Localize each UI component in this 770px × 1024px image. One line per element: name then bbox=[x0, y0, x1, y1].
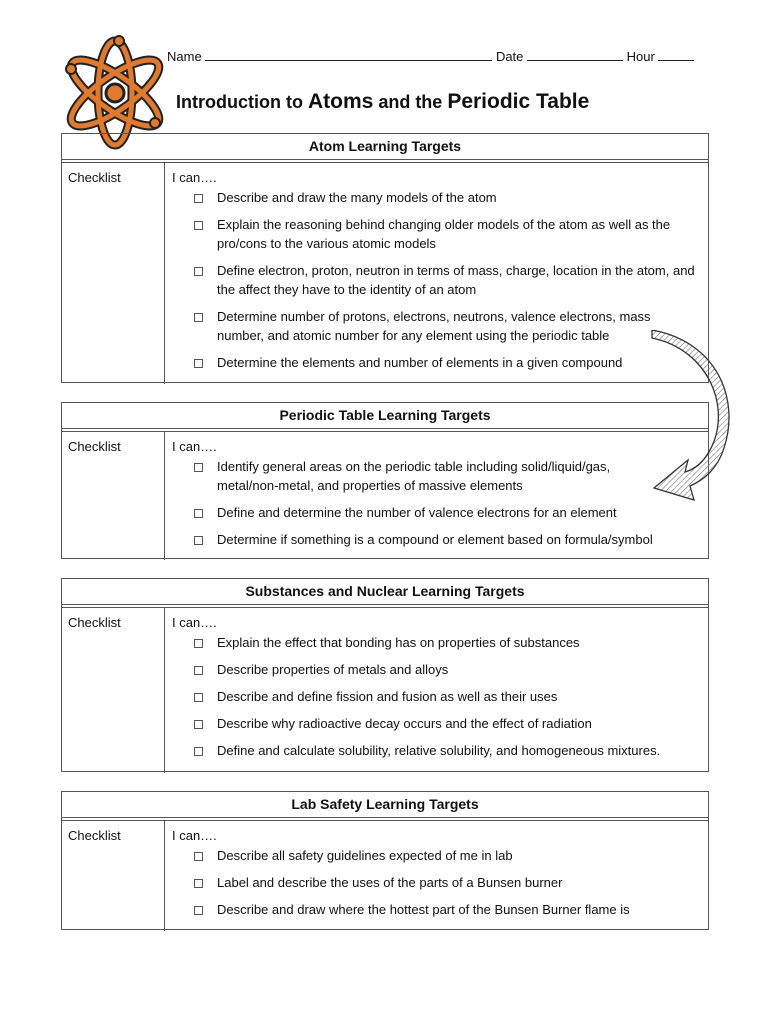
title-part: Periodic Table bbox=[447, 90, 590, 113]
checkbox-icon[interactable] bbox=[194, 536, 203, 545]
list-item bbox=[172, 261, 700, 299]
list-item bbox=[172, 215, 700, 253]
checkbox-icon[interactable] bbox=[194, 639, 203, 648]
item-text: Define electron, proton, neutron in terms of mass, charge, location in the atom, and the affect they have to the identity of an atom bbox=[217, 263, 695, 297]
checkbox-icon[interactable] bbox=[194, 879, 203, 888]
item-text: Determine number of protons, electrons, neutrons, valence electrons, mass number, and atomic number for any element using the periodic table bbox=[217, 309, 651, 343]
date-field[interactable] bbox=[527, 48, 623, 61]
checkbox-icon[interactable] bbox=[194, 221, 203, 230]
list-item bbox=[172, 741, 700, 760]
checkbox-icon[interactable] bbox=[194, 194, 203, 203]
list-item bbox=[172, 530, 700, 549]
item-text: Determine the elements and number of elements in a given compound bbox=[217, 355, 623, 370]
item-text: Identify general areas on the periodic table including solid/liquid/gas, metal/non-metal, and properties of massive elements bbox=[217, 459, 611, 493]
item-text: Define and determine the number of valence electrons for an element bbox=[217, 505, 617, 520]
list-item bbox=[172, 633, 700, 652]
item-text: Explain the effect that bonding has on properties of substances bbox=[217, 635, 580, 650]
list-item bbox=[172, 900, 700, 919]
hour-field[interactable] bbox=[658, 48, 694, 61]
page-title bbox=[176, 90, 589, 114]
checkbox-icon[interactable] bbox=[194, 693, 203, 702]
list-item bbox=[172, 873, 700, 892]
list-item bbox=[172, 188, 700, 207]
checkbox-icon[interactable] bbox=[194, 720, 203, 729]
item-text: Describe and define fission and fusion as well as their uses bbox=[217, 689, 558, 704]
lab-safety-targets-section bbox=[61, 791, 709, 930]
item-text: Describe all safety guidelines expected of me in lab bbox=[217, 848, 513, 863]
name-label: Name bbox=[167, 49, 202, 64]
checkbox-icon[interactable] bbox=[194, 747, 203, 756]
date-label: Date bbox=[495, 49, 524, 64]
item-text: Describe properties of metals and alloys bbox=[217, 662, 449, 677]
checklist-label: Checklist bbox=[62, 608, 165, 773]
item-text: Describe why radioactive decay occurs and the effect of radiation bbox=[217, 716, 592, 731]
name-date-hour-line bbox=[167, 48, 694, 64]
item-text: Define and calculate solubility, relative solubility, and homogeneous mixtures. bbox=[217, 743, 661, 758]
i-can-label: I can…. bbox=[172, 170, 217, 185]
list-item bbox=[172, 687, 700, 706]
section-heading: Lab Safety Learning Targets bbox=[62, 792, 708, 821]
checklist-label: Checklist bbox=[62, 163, 165, 384]
list-item bbox=[172, 353, 700, 372]
list-item bbox=[172, 503, 700, 522]
item-text: Describe and draw where the hottest part of the Bunsen Burner flame is bbox=[217, 902, 630, 917]
checkbox-icon[interactable] bbox=[194, 313, 203, 322]
substances-nuclear-targets-section bbox=[61, 578, 709, 772]
i-can-label: I can…. bbox=[172, 439, 217, 454]
list-item bbox=[172, 660, 700, 679]
checkbox-icon[interactable] bbox=[194, 906, 203, 915]
list-item bbox=[172, 307, 700, 345]
title-part: Atoms bbox=[307, 90, 374, 113]
item-text: Describe and draw the many models of the atom bbox=[217, 190, 497, 205]
section-heading: Substances and Nuclear Learning Targets bbox=[62, 579, 708, 608]
item-text: Label and describe the uses of the parts of a Bunsen burner bbox=[217, 875, 563, 890]
item-text: Explain the reasoning behind changing older models of the atom as well as the pro/cons to the various atomic models bbox=[217, 217, 671, 251]
periodic-table-targets-section bbox=[61, 402, 709, 559]
item-text: Determine if something is a compound or element based on formula/symbol bbox=[217, 532, 653, 547]
atom-targets-section bbox=[61, 133, 709, 383]
section-heading: Periodic Table Learning Targets bbox=[62, 403, 708, 432]
checklist-label: Checklist bbox=[62, 432, 165, 560]
i-can-label: I can…. bbox=[172, 828, 217, 843]
checkbox-icon[interactable] bbox=[194, 359, 203, 368]
checkbox-icon[interactable] bbox=[194, 267, 203, 276]
title-part: Introduction to bbox=[176, 92, 308, 112]
list-item bbox=[172, 846, 700, 865]
checkbox-icon[interactable] bbox=[194, 666, 203, 675]
checklist-label: Checklist bbox=[62, 821, 165, 931]
list-item bbox=[172, 714, 700, 733]
name-field[interactable] bbox=[205, 48, 492, 61]
hour-label: Hour bbox=[626, 49, 655, 64]
list-item bbox=[172, 457, 700, 495]
i-can-label: I can…. bbox=[172, 615, 217, 630]
checkbox-icon[interactable] bbox=[194, 852, 203, 861]
checkbox-icon[interactable] bbox=[194, 509, 203, 518]
checkbox-icon[interactable] bbox=[194, 463, 203, 472]
section-heading: Atom Learning Targets bbox=[62, 134, 708, 163]
title-part: and the bbox=[373, 92, 448, 112]
curved-arrow-icon bbox=[640, 330, 730, 520]
